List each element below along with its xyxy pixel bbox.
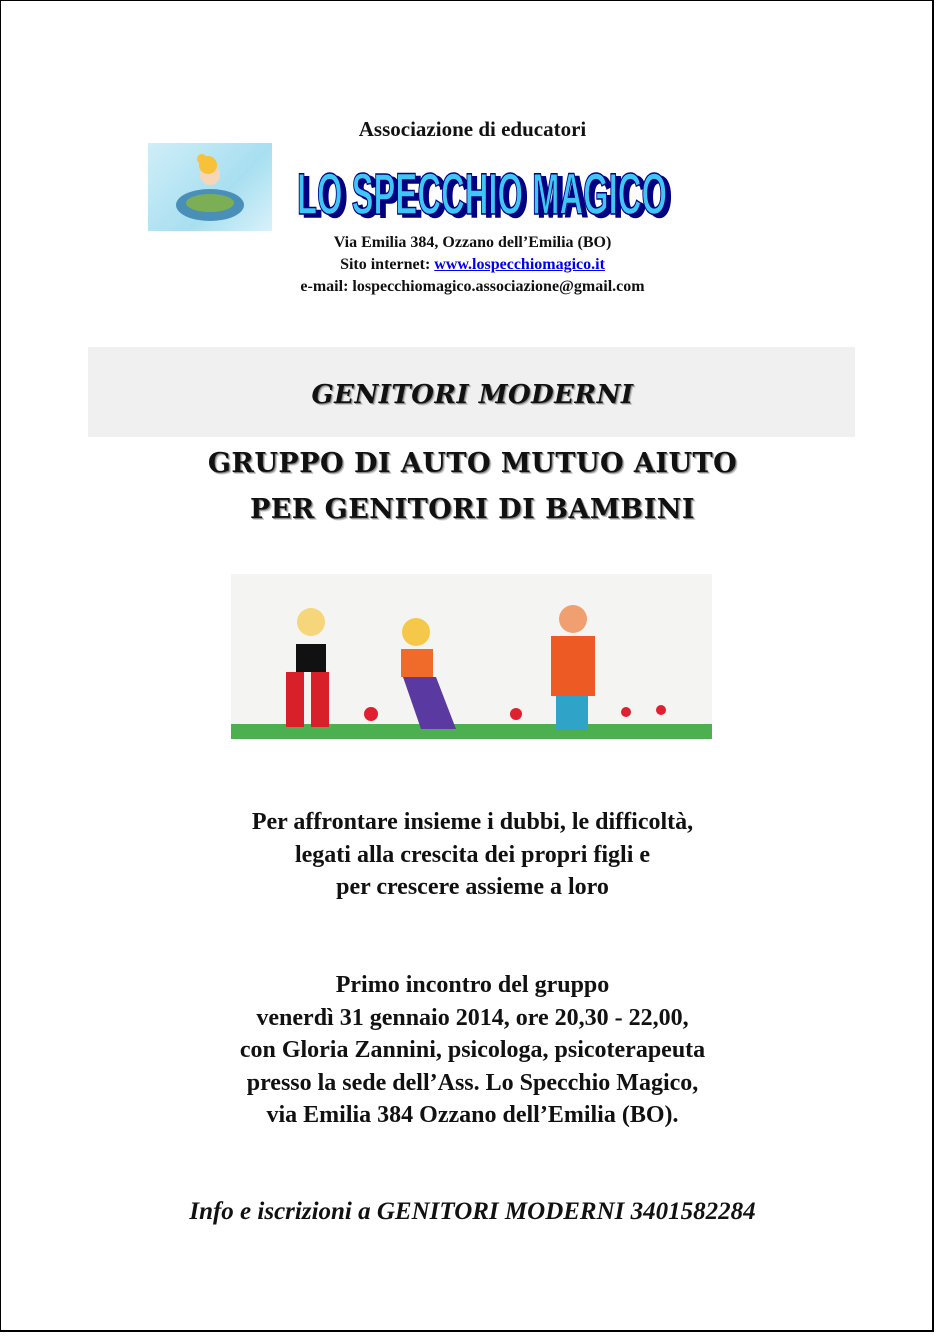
event-line: con Gloria Zannini, psicologa, psicoterapeuta xyxy=(239,1037,706,1063)
group-name-title: GENITORI MODERNI xyxy=(311,380,634,410)
address: Via Emilia 384, Ozzano dell’Emilia (BO) xyxy=(333,234,612,251)
event-details xyxy=(0,969,945,1132)
email-line: e-mail: lospecchiomagico.associazione@gmail.com xyxy=(300,278,645,295)
intro-line: per crescere assieme a loro xyxy=(336,874,609,900)
subtitle-line-2: PER GENITORI DI BAMBINI xyxy=(249,494,696,525)
event-line: Primo incontro del gruppo xyxy=(335,972,610,998)
logo-text: LO SPECCHIO MAGICO xyxy=(297,162,667,227)
event-line: venerdì 31 gennaio 2014, ore 20,30 - 22,00, xyxy=(256,1004,689,1031)
intro-line: legati alla crescita dei propri figli e xyxy=(294,841,651,868)
event-line: via Emilia 384 Ozzano dell’Emilia (BO). xyxy=(266,1102,679,1128)
info-contact: Info e iscrizioni a GENITORI MODERNI 3401582284 xyxy=(189,1198,756,1225)
website-line xyxy=(0,256,945,274)
association-heading: Associazione di educatori xyxy=(358,117,587,141)
website-link[interactable]: www.lospecchiomagico.it xyxy=(434,256,605,273)
children-drawing-image xyxy=(231,574,712,739)
intro-paragraph xyxy=(0,806,945,904)
event-line: presso la sede dell’Ass. Lo Specchio Magico, xyxy=(246,1069,699,1096)
intro-line: Per affrontare insieme i dubbi, le difficoltà, xyxy=(251,809,694,835)
logo-wordart xyxy=(290,150,678,230)
logo-mirror-image xyxy=(148,143,272,231)
subtitle-line-1: GRUPPO DI AUTO MUTUO AIUTO xyxy=(207,448,738,479)
website-label: Sito internet: xyxy=(340,256,431,273)
